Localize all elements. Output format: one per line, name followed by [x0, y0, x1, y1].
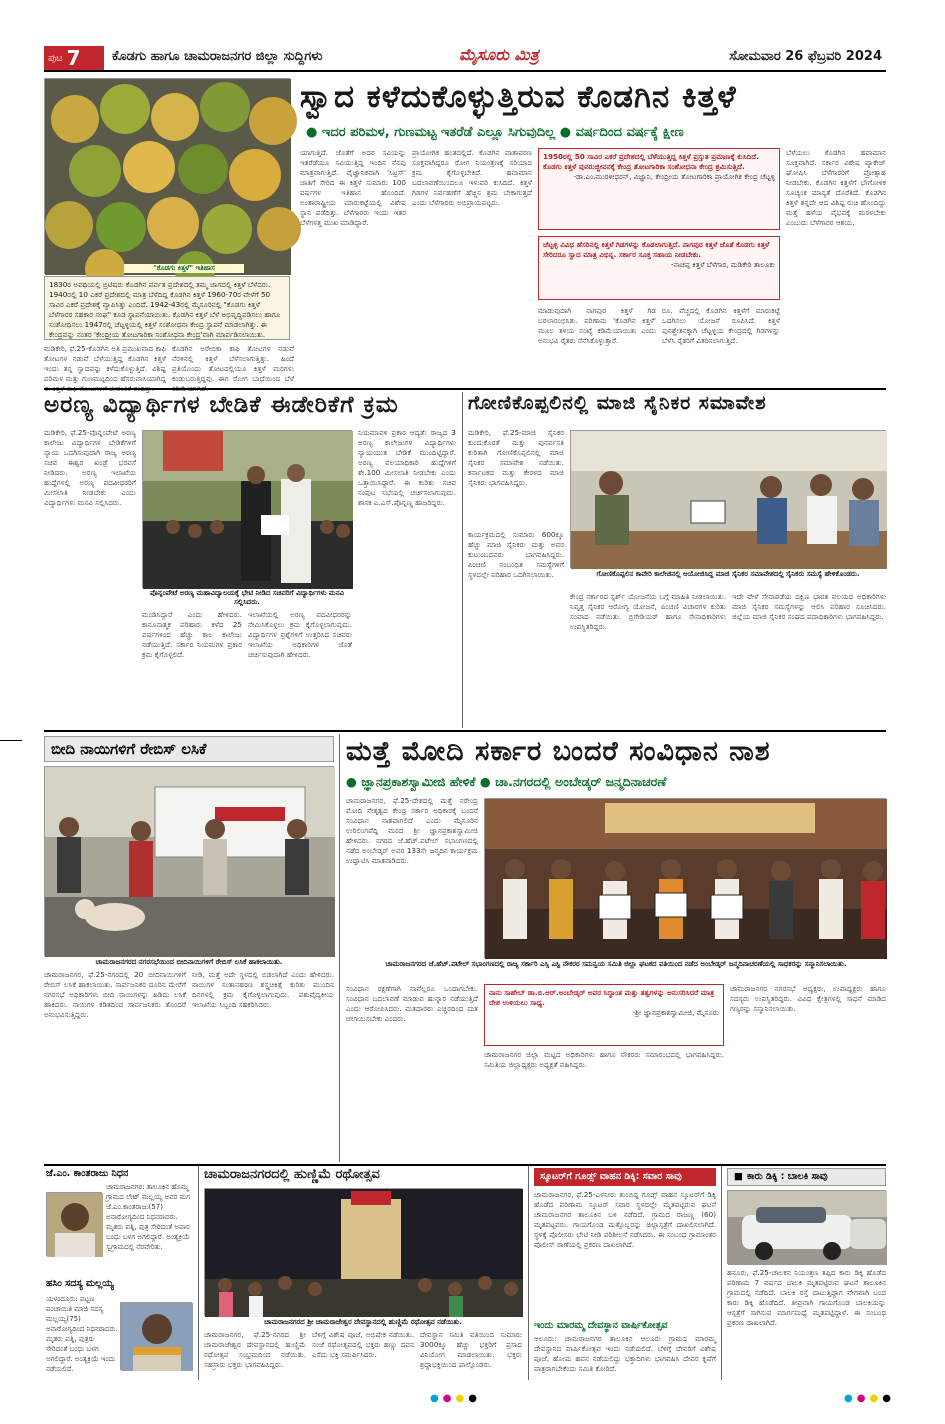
story2-headline: ಅರಣ್ಯ ವಿದ್ಯಾರ್ಥಿಗಳ ಬೇಡಿಕೆ ಈಡೇರಿಕೆಗೆ ಕ್ರಮ	[44, 392, 399, 418]
ex-servicemen-photo	[570, 430, 886, 568]
story2-col-c: ಇಲಾಖೆಯಲ್ಲಿ ಅರಣ್ಯ ಪದವೀಧರರನ್ನು ನೇಮಿಸಿಕೊಳ್ಳಲು ಕ್ರಮ ಕೈಗೊಳ್ಳಲಾಗುವುದು. ವಿದ್ಯಾರ್ಥಿಗಳ ಪ್ರಶ್ನೆಗಳಿಗೆ ಉತ್ತರಿಸಿದ ಸಚಿವರು ಇಲಾಖೆಯ ಅಧಿಕಾರಿಗಳ ಜೊತೆ ಚರ್ಚಿಸುವುದಾಗಿ ಹೇಳಿದರು.	[248, 610, 352, 659]
story1-headline: ಸ್ವಾದ ಕಳೆದುಕೊಳ್ಳುತ್ತಿರುವ ಕೊಡಗಿನ ಕಿತ್ತಳೆ	[300, 79, 737, 115]
ambedkar-event-photo	[484, 798, 886, 958]
story4-col-a: ಚಾಮರಾಜನಗರ, ಫೆ.25-ನಗರದಲ್ಲಿ 20 ಬೀದಿನಾಯಿಗಳಿಗೆ ರೇಬಿಸ್ ಲಸಿಕೆ ಹಾಕಲಾಯಿತು. ಸಾರ್ವಜನಿಕರ ದೂರಿನ ಮೇರೆಗೆ ನಗರಸಭೆ ಅಧಿಕಾರಿಗಳು ಬೀದಿ ನಾಯಿಗಳನ್ನು ಹಿಡಿದು ಲಸಿಕೆ ಹಾಕಿದರು. ನಾಯಿಗಳ ಕಡಿತದಿಂದ ಸಾರ್ವಜನಿಕರು ತೊಂದರೆ ಅನುಭವಿಸುತ್ತಿದ್ದರು.	[44, 970, 186, 1019]
story1-col-c: ಯಾಗುತ್ತಿದೆ. ಜೊತೆಗೆ ಅದರ ಸವಿಯನ್ನು ಇತರೆಡೆಯೂ ಸವಿಯುತ್ತಿದ್ದ ಇಂದಿನ ನೆನಪು ಮಾತ್ರವಾಗುತ್ತಿದೆ. ವೈಜ್ಞಾನಿಕವಾಗಿ 'ಸಿಟ್ರಸ್' ಜಾತಿಗೆ ಸೇರಿದ ಈ ಕಿತ್ತಳೆ ಸುಮಾರು 100 ವರ್ಷಗಳ ಇತಿಹಾಸ ಹೊಂದಿದೆ. ಅಂತಾರಾಷ್ಟ್ರೀಯ ಮಾರುಕಟ್ಟೆಯಲ್ಲಿ ವಿಶೇಷ ಸ್ಥಾನ ಪಡೆದಿತ್ತು. ಬೆಳೆಗಾರರು ಇಂದು ಇತರ ಬೆಳೆಗಳತ್ತ ಮುಖ ಮಾಡಿದ್ದಾರೆ.	[300, 148, 406, 227]
story3-col-a: ಮಡಿಕೇರಿ, ಫೆ.25-ಮಾಜಿ ಸೈನಿಕರ ಕುಂದುಕೊರತೆ ಮತ್ತು ಪುನರ್ವಸತಿ ಕುರಿತಾಗಿ ಗೋಣಿಕೊಪ್ಪಲಿನಲ್ಲಿ ಮಾಜಿ ಸೈನಿಕರ ಸಮಾವೇಶ ನಡೆಯಿತು. ಕರ್ನಾಟಕದ ಮತ್ತು ಕೇರಳದ ಮಾಜಿ ಸೈನಿಕರು ಭಾಗವಹಿಸಿದ್ದರು.	[468, 428, 564, 487]
swamiji-quote-source: -ಶ್ರೀ ಜ್ಞಾನಪ್ರಕಾಶಸ್ವಾಮೀಜಿ, ಮೈಸೂರು	[632, 1008, 719, 1017]
story4-headline: ಬೀದಿ ನಾಯಿಗಳಿಗೆ ರೇಬಿಸ್ ಲಸಿಕೆ	[51, 739, 207, 758]
obit2-title: ಹಸಿಂ ಸದಸ್ಯ ಮಲ್ಲಯ್ಯ	[46, 1278, 114, 1289]
story1-subhead-2: ವರ್ಷದಿಂದ ವರ್ಷಕ್ಕೆ ಕ್ಷೀಣ	[575, 125, 684, 140]
servicemen-photo-caption: ಗೋಣಿಕೊಪ್ಪಲಿನ ಕಾವೇರಿ ಕಾಲೇಜಿನಲ್ಲಿ ಆಯೋಜಿಸಿದ್ದ ಮಾಜಿ ಸೈನಿಕರ ಸಮಾವೇಶದಲ್ಲಿ ಸೈನಿಕರು ಸಮಸ್ಯೆ ಹೇಳಿಕೊಂಡರು.	[596, 570, 860, 578]
obit1-text: ಚಾಮರಾಜನಗರ: ತಾಲೂಕಿನ ಹೊಮ್ಮ ಗ್ರಾಮದ ಲೇಟ್ ಮಲ್ಲಯ್ಯ ಅವರ ಮಗ ಜೆ.ಎಂ.ಕಾಂತರಾಜು(57) ಅನಾರೋಗ್ಯದಿಂದ ನಿಧನರಾದರು. ಮೃತರು ಪತ್ನಿ, ಪುತ್ರ ಸೇರಿದಂತೆ ಅಪಾರ ಬಂಧು ಬಳಗ ಅಗಲಿದ್ದಾರೆ. ಅಂತ್ಯಕ್ರಿಯೆ ಸ್ವಗ್ರಾಮದಲ್ಲಿ ನೆರವೇರಿತು.	[106, 1183, 191, 1251]
rathotsava-photo-caption: ಚಾಮರಾಜನಗರದ ಶ್ರೀ ಚಾಮರಾಜೇಶ್ವರ ದೇವಸ್ಥಾನದಲ್ಲಿ ಹುಣ್ಣಿಮೆ ರಥೋತ್ಸವ ನಡೆಯಿತು.	[264, 1318, 462, 1326]
story6-col-c: ದೇವಸ್ಥಾನ ಸಮಿತಿ ವತಿಯಿಂದ ಸುಮಾರು 3000ಕ್ಕೂ ಹೆಚ್ಚು ಭಕ್ತರಿಗೆ ಪ್ರಸಾದ ವಿನಿಯೋಗ ಮಾಡಲಾಯಿತು. ಭಕ್ತರು ಶ್ರದ್ಧಾಭಕ್ತಿಯಿಂದ ಪಾಲ್ಗೊಂಡರು.	[420, 1330, 522, 1369]
swamiji-quote-text: ನಾನು ಸಾಹೇಬ್ ಡಾ.ಬಿ.ಆರ್.ಅಂಬೇಡ್ಕರ್ ಅವರ ಸಿದ್ಧಾಂತ ಮತ್ತು ತತ್ವಗಳನ್ನು ಅನುಸರಿಸಿದರೆ ಮಾತ್ರ ದೇಶ ಉಳಿಯಲು ಸಾಧ್ಯ.	[489, 988, 715, 1007]
story8-headline: ಇಂದು ಮಾರಮ್ಮ ದೇವಸ್ಥಾನ ವಾರ್ಷಿಕೋತ್ಸವ	[534, 1320, 668, 1331]
story1-col-g: ಬೆಳೆಯಲು ಕೊಡಗಿನ ಹವಾಮಾನ ಸೂಕ್ತವಾಗಿದೆ. ಸರ್ಕಾರ ವಿಶೇಷ ಪ್ಯಾಕೇಜ್ ಘೋಷಿಸಿ ಬೆಳೆಗಾರರಿಗೆ ಪ್ರೋತ್ಸಾಹ ನೀಡಬೇಕು. ಕೊಡಗಿನ ಕಿತ್ತಳೆಗೆ ಭೌಗೋಳಿಕ ಸೂಚ್ಯಂಕ ಮಾನ್ಯತೆ ದೊರೆತಿದೆ. ಕೊಡಗಿನ ಕಿತ್ತಳೆ ತನ್ನದೇ ಆದ ವಿಶಿಷ್ಟ ರುಚಿ ಹೊಂದಿದ್ದು ಮತ್ತೆ ಹಳೆಯ ವೈಭವಕ್ಕೆ ಮರಳಬೇಕು ಎಂಬುದು ಬೆಳೆಗಾರರ ಆಶಯ.	[786, 148, 886, 227]
story2-col-a: ಮಡಿಕೇರಿ, ಫೆ.25-ಪೊನ್ನಂಪೇಟೆ ಅರಣ್ಯ ಕಾಲೇಜು ವಿದ್ಯಾರ್ಥಿಗಳ ಬೇಡಿಕೆಗಳಿಗೆ ನ್ಯಾಯ ಒದಗಿಸುವುದಾಗಿ ರಾಜ್ಯ ಅರಣ್ಯ ಸಚಿವ ಈಶ್ವರ ಖಂಡ್ರೆ ಭರವಸೆ ನೀಡಿದರು. ಅರಣ್ಯ ಇಲಾಖೆಯ ಹುದ್ದೆಗಳಲ್ಲಿ ಅರಣ್ಯ ಪದವೀಧರರಿಗೆ ಮೀಸಲಾತಿ ನೀಡಬೇಕು ಎಂದು ವಿದ್ಯಾರ್ಥಿಗಳು ಮನವಿ ಸಲ್ಲಿಸಿದರು.	[44, 428, 136, 507]
students-group-illustration	[143, 431, 353, 589]
story7-headline: ಸ್ಕೂಟರ್‌ಗೆ ಗೂಡ್ಸ್ ವಾಹನ ಡಿಕ್ಕಿ: ಸವಾರ ಸಾವು	[540, 1171, 682, 1183]
story9-headline: ಕಾರು ಡಿಕ್ಕಿ : ಬಾಲಕಿ ಸಾವು	[746, 1171, 828, 1183]
story6-col-a: ಚಾಮರಾಜನಗರ, ಫೆ.25-ನಗರದ ಶ್ರೀ ಚಾಮರಾಜೇಶ್ವರ ದೇವಸ್ಥಾನದಲ್ಲಿ ಹುಣ್ಣಿಮೆ ರಥೋತ್ಸವ ಸಂಭ್ರಮದಿಂದ ನಡೆಯಿತು. ಸಹಸ್ರಾರು ಭಕ್ತರು ಭಾಗವಹಿಸಿದ್ದರು.	[204, 1330, 306, 1369]
orange-history-box	[44, 276, 290, 340]
divider-v4	[528, 1166, 529, 1380]
story5-col-d: ಚಾಮರಾಜನಗರ ನಗರಸಭೆ ಅಧ್ಯಕ್ಷರು, ಉಪಾಧ್ಯಕ್ಷರು ಹಾಗೂ ಸದಸ್ಯರು ಉಪಸ್ಥಿತರಿದ್ದರು. ವಿವಿಧ ಕ್ಷೇತ್ರಗಳಲ್ಲಿ ಸಾಧನೆ ಮಾಡಿದ ಗಣ್ಯರನ್ನು ಸನ್ಮಾನಿಸಲಾಯಿತು.	[730, 984, 886, 1013]
quote-box-scientist-source: -ಡಾ.ಎಂ.ಮುರಳೀಧರನ್, ವಿಜ್ಞಾನಿ, ಕೇಂದ್ರೀಯ ತೋಟಗಾರಿಕಾ ಪ್ರಾಯೋಗಿಕ ಕೇಂದ್ರ ಚೆಟ್ಟಳ್ಳಿ	[573, 172, 775, 181]
orange-photo-caption: "ಕೊಡಗು ಕಿತ್ತಳೆ" ಇತಿಹಾಸ	[124, 264, 244, 273]
registration-marks-right: ●●●●	[844, 1393, 895, 1404]
story4-headline-band	[44, 736, 334, 762]
margin-mark	[0, 740, 22, 741]
story3-col-c: ಕೇಂದ್ರ ಸರ್ಕಾರದ ಸ್ಪರ್ಶ್ ಯೋಜನೆಯ ಬಗ್ಗೆ ಮಾಹಿತಿ ನೀಡಲಾಯಿತು. ನಿವೃತ್ತ ಸೈನಿಕರ ಆರೋಗ್ಯ ಯೋಜನೆ, ಪಿಂಚಣಿ ವಿಚಾರಗಳ ಕುರಿತು ಸಂವಾದ ನಡೆಯಿತು. ಬ್ರಿಗೇಡಿಯರ್ ಹಾಗೂ ಸೇನಾಧಿಕಾರಿಗಳು ಉಪಸ್ಥಿತರಿದ್ದರು.	[570, 592, 726, 631]
quote-box-grower-text: ಚೆಟ್ಟಳ್ಳಿ ವಿವಿಧ ಹೆಸರಿನಲ್ಲಿ ಕಿತ್ತಳೆ ಗಿಡಗಳನ್ನು ಕೊಡಲಾಗುತ್ತಿದೆ. ನಾಗಪುರ ಕಿತ್ತಳೆ ಜೊತೆ ಕೊಡಗು ಕಿತ್ತಳೆ ಸೇರಿದರೂ ಸ್ವಾದ ಮಾತ್ರ ವಿಭಿನ್ನ. ಸರ್ಕಾರ ಸೂಕ್ತ ಸಹಾಯ ನೀಡಬೇಕು.	[543, 240, 770, 259]
section-title: ಕೊಡಗು ಹಾಗೂ ಚಾಮರಾಜನಗರ ಜಿಲ್ಲಾ ಸುದ್ದಿಗಳು	[112, 49, 323, 64]
story9-text: ಹನೂರು, ಫೆ.25-ಚಾಲಕನ ನಿಯಂತ್ರಣ ತಪ್ಪಿದ ಕಾರು ಡಿಕ್ಕಿ ಹೊಡೆದ ಪರಿಣಾಮ 7 ವರ್ಷದ ಬಾಲಕಿ ಮೃತಪಟ್ಟಿರುವ ಘಟನೆ ತಾಲೂಕಿನ ಗ್ರಾಮದಲ್ಲಿ ನಡೆದಿದೆ. ಬಾಲಕಿ ರಸ್ತೆ ದಾಟುತ್ತಿದ್ದಾಗ ವೇಗವಾಗಿ ಬಂದ ಕಾರು ಡಿಕ್ಕಿ ಹೊಡೆದಿದೆ. ತೀವ್ರವಾಗಿ ಗಾಯಗೊಂಡ ಬಾಲಕಿಯನ್ನು ಆಸ್ಪತ್ರೆಗೆ ಸಾಗಿಸುವ ಮಾರ್ಗಮಧ್ಯೆ ಮೃತಪಟ್ಟಿದ್ದಾಳೆ. ಈ ಸಂಬಂಧ ಪ್ರಕರಣ ದಾಖಲಾಗಿದೆ.	[727, 1268, 886, 1327]
story3-col-d: ಇದೇ ವೇಳೆ ಸೇನಾಪಡೆಯ ದಕ್ಷಿಣ ಭಾರತ ವಲಯದ ಅಧಿಕಾರಿಗಳು ಮಾಜಿ ಸೈನಿಕರ ಸಮಸ್ಯೆಗಳನ್ನು ಆಲಿಸಿ ಪರಿಹಾರ ಸೂಚಿಸಿದರು. ಜಿಲ್ಲೆಯ ಮಾಜಿ ಸೈನಿಕರ ಸಂಘದ ಪದಾಧಿಕಾರಿಗಳು ಭಾಗವಹಿಸಿದ್ದರು.	[732, 592, 886, 621]
story7-headline-band	[534, 1168, 716, 1186]
story1-subheads: ● ಇದರ ಪರಿಮಳ, ಗುಣಮಟ್ಟ ಇತರೆಡೆ ಎಲ್ಲೂ ಸಿಗುವುದಿಲ್ಲ ● ವರ್ಷದಿಂದ ವರ್ಷಕ್ಕೆ ಕ್ಷೀಣ	[306, 125, 684, 140]
obit2-photo	[120, 1302, 192, 1370]
divider-3	[44, 1164, 886, 1166]
newspaper-page	[44, 44, 886, 1380]
story3-col-b: ಕಾರ್ಯಕ್ರಮದಲ್ಲಿ ಸುಮಾರು 600ಕ್ಕೂ ಹೆಚ್ಚು ಮಾಜಿ ಸೈನಿಕರು ಮತ್ತು ಅವರ ಕುಟುಂಬದವರು ಭಾಗವಹಿಸಿದ್ದರು. ಪಿಂಚಣಿ ಸಂಬಂಧಿತ ಸಮಸ್ಯೆಗಳಿಗೆ ಸ್ಥಳದಲ್ಲೇ ಪರಿಹಾರ ಒದಗಿಸಲಾಯಿತು.	[468, 530, 564, 579]
quote-box-scientist-text: 1950ರಲ್ಲಿ 50 ಸಾವಿರ ಎಕರೆ ಪ್ರದೇಶದಲ್ಲಿ ಬೆಳೆಯುತ್ತಿದ್ದ ಕಿತ್ತಳೆ ಪ್ರಸ್ತುತ ಪ್ರಮಾಣಕ್ಕೆ ಕುಸಿದಿದೆ. ಕೊಡಗು ಕಿತ್ತಳೆ ಪುನರುಜ್ಜೀವನಕ್ಕೆ ಕೇಂದ್ರ ತೋಟಗಾರಿಕಾ ಸಂಶೋಧನಾ ಕೇಂದ್ರ ಶ್ರಮಿಸುತ್ತಿದೆ.	[543, 152, 759, 171]
story6-headline: ಚಾಮರಾಜನಗರದಲ್ಲಿ ಹುಣ್ಣಿಮೆ ರಥೋತ್ಸವ	[204, 1167, 380, 1182]
story5-subhead-1: ಜ್ಞಾನಪ್ರಕಾಶಸ್ವಾಮೀಜಿ ಹೇಳಿಕೆ	[361, 774, 476, 789]
ambedkar-photo-caption: ಚಾಮರಾಜನಗರದ ಜೆ.ಹೆಚ್.ಪಟೇಲ್ ಸಭಾಂಗಣದಲ್ಲಿ ರಾಜ್ಯ ಸರ್ಕಾರಿ ಎಸ್ಸಿ ಎಸ್ಟಿ ನೌಕರರ ಸಮನ್ವಯ ಸಮಿತಿ ಜಿಲ್ಲಾ ಘಟಕದ ವತಿಯಿಂದ ನಡೆದ ಅಂಬೇಡ್ಕರ್ ಜನ್ಮದಿನಾಚರಣೆಯಲ್ಲಿ ಸಾಧಕರನ್ನು ಸನ್ಮಾನಿಸಲಾಯಿತು.	[385, 960, 847, 968]
car-icon: ■	[734, 1171, 743, 1183]
story3-headline: ಗೋಣಿಕೊಪ್ಪಲಿನಲ್ಲಿ ಮಾಜಿ ಸೈನಿಕರ ಸಮಾವೇಶ	[468, 392, 767, 414]
page-label: ಪುಟ	[48, 52, 63, 64]
divider-2	[44, 730, 886, 732]
registration-marks-left: ●●●●	[430, 1393, 481, 1404]
story7-text: ಚಾಮರಾಜನಗರ, ಫೆ.25-ಎಳನೀರು ತುಂಬಿದ್ದ ಗೂಡ್ಸ್ ವಾಹನ ಸ್ಕೂಟರ್‌ಗೆ ಡಿಕ್ಕಿ ಹೊಡೆದ ಪರಿಣಾಮ ಸ್ಕೂಟರ್ ಸವಾರ ಸ್ಥಳದಲ್ಲೇ ಮೃತಪಟ್ಟಿರುವ ಘಟನೆ ಚಾಮರಾಜನಗರ ತಾಲೂಕಿನ ಬಳಿ ನಡೆದಿದೆ. ಗ್ರಾಮದ ರಾಜಣ್ಣ (60) ಮೃತಪಟ್ಟವರು. ಗಾಯಗೊಂಡ ಮತ್ತೊಬ್ಬರನ್ನು ಜಿಲ್ಲಾಸ್ಪತ್ರೆಗೆ ದಾಖಲಿಸಲಾಗಿದೆ. ಸ್ಥಳಕ್ಕೆ ಪೊಲೀಸರು ಭೇಟಿ ನೀಡಿ ಪರಿಶೀಲನೆ ನಡೆಸಿದರು. ಈ ಸಂಬಂಧ ಗ್ರಾಮಾಂತರ ಪೊಲೀಸ್ ಠಾಣೆಯಲ್ಲಿ ಪ್ರಕರಣ ದಾಖಲಾಗಿದೆ.	[534, 1190, 716, 1249]
forest-photo-caption: ಪೊನ್ನಂಪೇಟೆ ಅರಣ್ಯ ಮಹಾವಿದ್ಯಾಲಯಕ್ಕೆ ಭೇಟಿ ನೀಡಿದ ಸಚಿವರಿಗೆ ವಿದ್ಯಾರ್ಥಿಗಳು ಮನವಿ ಸಲ್ಲಿಸಿದರು.	[150, 589, 344, 606]
divider-v2	[339, 734, 340, 1162]
car-illustration	[728, 1191, 887, 1265]
story1-col-a: ಮಡಿಕೇರಿ, ಫೆ.25-ಕೊಡಗಿನ ಅತಿ ಪ್ರಮುಖವಾದ ಕಾಫಿ ತೋಟಗಳ ನಡುವೆ ಬೆಳೆಯುತ್ತಿದ್ದ ಕೊಡಗಿನ ಕಿತ್ತಳೆ ಇಂದು ತನ್ನ ಸ್ವಾದವನ್ನು ಕಳೆದುಕೊಳ್ಳುತ್ತಿದೆ. ವಿಶಿಷ್ಟ ಪರಿಮಳ ಮತ್ತು ಗುಣಮಟ್ಟದಿಂದ ಹೆಸರುವಾಸಿಯಾಗಿದ್ದ	[44, 344, 166, 383]
story5-subheads: ● ಜ್ಞಾನಪ್ರಕಾಶಸ್ವಾಮೀಜಿ ಹೇಳಿಕೆ ● ಚಾ.ನಗರದಲ್ಲಿ ಅಂಬೇಡ್ಕರ್ ಜನ್ಮದಿನಾಚರಣೆ	[346, 774, 667, 789]
story5-subhead-2: ಚಾ.ನಗರದಲ್ಲಿ ಅಂಬೇಡ್ಕರ್ ಜನ್ಮದಿನಾಚರಣೆ	[495, 774, 667, 789]
quote-box-scientist	[538, 148, 780, 230]
story5-col-b: ಸಂವಿಧಾನ ರಕ್ಷಣೆಗಾಗಿ ನಾವೆಲ್ಲರೂ ಒಂದಾಗಬೇಕು. ಸಂವಿಧಾನ ಬದಲಾವಣೆ ಮಾಡುವ ಹುನ್ನಾರ ನಡೆಯುತ್ತಿದೆ ಎಂದು ಆರೋಪಿಸಿದರು. ಮತದಾರರು ಎಚ್ಚರದಿಂದ ಮತ ಚಲಾಯಿಸಬೇಕು ಎಂದರು.	[346, 984, 478, 1023]
car-accident-photo	[727, 1190, 886, 1264]
oranges-illustration	[45, 79, 291, 275]
divider-1	[44, 388, 886, 390]
divider-v1	[462, 392, 463, 728]
masthead	[44, 44, 886, 72]
swamiji-quote-box	[484, 984, 724, 1046]
chariot-festival-illustration	[205, 1189, 523, 1317]
story1-subhead-1: ಇದರ ಪರಿಮಳ, ಗುಣಮಟ್ಟ ಇತರೆಡೆ ಎಲ್ಲೂ ಸಿಗುವುದಿಲ್ಲ	[321, 125, 556, 140]
story2-col-d: ನಿಯಮಾವಳಿ ಪ್ರಕಾರ ಆದ್ಯತೆ: ರಾಜ್ಯದ 3 ಅರಣ್ಯ ಕಾಲೇಜುಗಳ ವಿದ್ಯಾರ್ಥಿಗಳು ನ್ಯಾಯಯುತ ಬೇಡಿಕೆ ಮುಂದಿಟ್ಟಿದ್ದಾರೆ. ಅರಣ್ಯ ವಲಯಾಧಿಕಾರಿ ಹುದ್ದೆಗಳಿಗೆ ಶೇ.100 ಮೀಸಲಾತಿ ನೀಡಬೇಕು ಎಂದು ಒತ್ತಾಯಿಸಿದ್ದಾರೆ. ಈ ಕುರಿತು ಸಚಿವ ಸಂಪುಟ ಸಭೆಯಲ್ಲಿ ಚರ್ಚಿಸಲಾಗುವುದು. ಶಾಸಕ ಎ.ಎಸ್.ಪೊನ್ನಣ್ಣ ಹಾಜರಿದ್ದರು.	[358, 428, 456, 507]
story1-col-b: ಕೊಡಗಿನ ಅರೇಬಿಕಾ ಕಾಫಿ ತೋಟಗಳ ನಡುವೆ ನೆರಳಿನಲ್ಲಿ ಕಿತ್ತಳೆ ಬೆಳೆಸಲಾಗುತ್ತಿತ್ತು. ಹಿಂದೆ ಪ್ರತಿಯೊಂದು ತೋಟದಲ್ಲಿಯೂ ಕಿತ್ತಳೆ ಮರಗಳು ಕಂಡುಬರುತ್ತಿದ್ದವು. ಈಗ ರೋಗ ಬಾಧೆಯಿಂದ ಬೆಳೆ	[172, 344, 294, 383]
rabies-photo	[44, 766, 334, 956]
story6-col-b: ಬೆಳಿಗ್ಗೆ ವಿಶೇಷ ಪೂಜೆ, ಅಭಿಷೇಕ ನಡೆಯಿತು. ಸಂಜೆ ರಥೋತ್ಸವದಲ್ಲಿ ಭಕ್ತರು ಹಣ್ಣು ದವನ ಎಸೆದು ಭಕ್ತಿ ಸಮರ್ಪಿಸಿದರು.	[312, 1330, 414, 1359]
story1-col-e: ಮಾಡುವುದಾಗಿ ನಾಗಪುರ ಕಿತ್ತಳೆ ಗಿಡ ಬರಲಾರಂಭಿಸಿತು. ಪರಿಣಾಮ 'ಕೊಡಗಿನ ಕಿತ್ತಳೆ' ಮೂಲ ತಳಿಯ ಸಂಖ್ಯೆ ಕಡಿಮೆಯಾಯಿತು ಎಂದು ಅನುಭವಿ ರೈತರು ನೆನೆಸಿಕೊಳ್ಳುತ್ತಾರೆ.	[538, 306, 656, 345]
rathotsava-photo	[204, 1188, 522, 1316]
page-number: 7	[66, 46, 81, 70]
rabies-photo-caption: ಚಾಮರಾಜನಗರದ ನಗರಸಭೆಯಿಂದ ಬೀದಿನಾಯಿಗಳಿಗೆ ರೇಬಿಸ್ ಲಸಿಕೆ ಹಾಕಲಾಯಿತು.	[95, 958, 283, 966]
story5-col-a: ಚಾಮರಾಜನಗರ, ಫೆ.25-ದೇಶದಲ್ಲಿ ಮತ್ತೆ ನರೇಂದ್ರ ಮೋದಿ ನೇತೃತ್ವದ ಕೇಂದ್ರ ಸರ್ಕಾರ ಅಧಿಕಾರಕ್ಕೆ ಬಂದರೆ ಸಂವಿಧಾನ ನಾಶವಾಗಲಿದೆ ಎಂದು ಮೈಸೂರಿನ ಉರಿಲಿಂಗಪೆದ್ದಿ ಮಠದ ಶ್ರೀ ಜ್ಞಾನಪ್ರಕಾಶಸ್ವಾಮೀಜಿ ಹೇಳಿದರು. ನಗರದ ಜೆ.ಹೆಚ್.ಪಟೇಲ್ ಸಭಾಂಗಣದಲ್ಲಿ ನಡೆದ ಅಂಬೇಡ್ಕರ್ ಅವರ 133ನೇ ಜನ್ಮದಿನ ಕಾರ್ಯಕ್ರಮ ಉದ್ಘಾಟಿಸಿ ಮಾತನಾಡಿದರು.	[346, 796, 478, 865]
story5-col-c: ಚಾಮರಾಜನಗರ ಜಿಲ್ಲಾ ಮಟ್ಟದ ಅಧಿಕಾರಿಗಳು ಹಾಗೂ ನೌಕರರು ಸಮಾರಂಭದಲ್ಲಿ ಭಾಗವಹಿಸಿದ್ದರು. ಸಮಿತಿಯ ಜಿಲ್ಲಾಧ್ಯಕ್ಷರು ಅಧ್ಯಕ್ಷತೆ ವಹಿಸಿದ್ದರು.	[484, 1050, 724, 1069]
dog-vaccination-illustration	[45, 767, 335, 957]
quote-box-grower-source: -ನಾಚಪ್ಪ ಕಿತ್ತಳೆ ಬೆಳೆಗಾರ, ಮಡಿಕೇರಿ ತಾಲೂಕು	[670, 260, 775, 269]
forest-students-photo	[142, 430, 352, 588]
orange-photo	[44, 78, 290, 274]
story4-col-b: ನೀಡಿ, ಮತ್ತೆ ಅದೇ ಸ್ಥಳದಲ್ಲಿ ಬಿಡಲಾಗಿದೆ ಎಂದು ಹೇಳಿದರು. ನಾಯಿಗಳ ಸಂತಾನಹರಣ ಶಸ್ತ್ರಚಿಕಿತ್ಸೆ ಕುರಿತು ಮುಂದಿನ ದಿನಗಳಲ್ಲಿ ಕ್ರಮ ಕೈಗೊಳ್ಳಲಾಗುವುದು. ಪಶುವೈದ್ಯಕೀಯ ಇಲಾಖೆಯ ಸಿಬ್ಬಂದಿ ಸಹಕರಿಸಿದರು.	[192, 970, 334, 1009]
orange-history-text: 1830ರ ಅವಧಿಯಲ್ಲಿ ಬ್ರಿಟಿಷರು ಕೊಡಗಿನ ಪರ್ವತ ಪ್ರದೇಶದಲ್ಲಿ ತಮ್ಮ ಜಾಗದಲ್ಲಿ ಕಿತ್ತಳೆ ಬೆಳೆದರು. 1940ರಲ್ಲಿ 10 ಎಕರೆ ಪ್ರದೇಶದಲ್ಲಿ ಮಾತ್ರ ಬೆಳೆದಿದ್ದ ಕೊಡಗಿನ ಕಿತ್ತಳೆ 1960-70ರ ವೇಳೆಗೆ 50 ಸಾವಿರ ಎಕರೆ ಪ್ರದೇಶಕ್ಕೆ ವ್ಯಾಪಿಸಿತ್ತು ಎಂದಿದೆ. 1942-43ರಲ್ಲಿ ಮೈಸೂರಿನಲ್ಲಿ "ಕೊಡಗು ಕಿತ್ತಳೆ ಬೆಳೆಗಾರರ ಸಹಕಾರ ಸಂಘ" ಕೂಡ ಸ್ಥಾಪನೆಯಾಯಿತು. ಕೊಡಗಿನ ಕಿತ್ತಳೆ ಬೆಳೆ ಅಭಿವೃದ್ಧಿಪಡಿಸಲು ಹಾಗೂ ಸಂಶೋಧಿಸಲು 1947ರಲ್ಲಿ ಚೆಟ್ಟಳ್ಳಿಯಲ್ಲಿ ಕಿತ್ತಳೆ ಸಂಶೋಧನಾ ಕೇಂದ್ರ ಸ್ಥಾಪನೆ ಮಾಡಲಾಗಿತ್ತು. ಈ ಕೇಂದ್ರವನ್ನು ನಂತರ 'ಕೇಂದ್ರೀಯ ತೋಟಗಾರಿಕಾ ಸಂಶೋಧನಾ ಕೇಂದ್ರ'ವಾಗಿ ಮಾರ್ಪಡಿಸಲಾಯಿತು.	[49, 280, 281, 339]
story2-col-b: ಮಂಡಿಸಿದ್ದಾರೆ ಎಂದು ಹೇಳಿದರು. ಕಾನೂನಾತ್ಮಕ ಪರಿಹಾರ: ಕಳೆದ 25 ವರ್ಷಗಳಿಂದ ಹೆಚ್ಚು ಕಾಲ ಕಾಲೇಜು ನಡೆಯುತ್ತಿದೆ. ಸರ್ಕಾರ ನಿಯಮಗಳ ಪ್ರಕಾರ ಕ್ರಮ ಕೈಗೊಳ್ಳಲಿದೆ.	[142, 610, 242, 659]
page-number-box	[44, 46, 104, 70]
felicitation-stage-illustration	[485, 799, 887, 959]
quote-box-grower	[538, 236, 780, 300]
divider-v5	[721, 1166, 722, 1380]
divider-v3	[198, 1166, 199, 1380]
issue-date: ಸೋಮವಾರ 26 ಫೆಬ್ರವರಿ 2024	[729, 49, 882, 64]
obit2-portrait-icon	[121, 1303, 193, 1371]
story9-headline-band	[727, 1168, 886, 1186]
newspaper-logo: ಮೈಸೂರು ಮಿತ್ರ	[459, 45, 539, 64]
servicemen-meeting-illustration	[571, 431, 887, 569]
story1-col-d: ಪ್ರಾಯೋಗಿಕ ಹಂತದಲ್ಲಿದೆ. ಕೊಡಗಿನ ವಾತಾವರಣ ಸೂಕ್ತವಾಗಿದ್ದರೂ ರೋಗ ನಿಯಂತ್ರಣಕ್ಕೆ ಸರಿಯಾದ ಕ್ರಮ ಕೈಗೊಳ್ಳಬೇಕಿದೆ. ಹವಾಮಾನ ಬದಲಾವಣೆಯಿಂದಲೂ ಇಳುವರಿ ಕುಸಿದಿದೆ. ಕಿತ್ತಳೆ ಗಿಡಗಳ ನಿರ್ವಹಣೆಗೆ ಹೆಚ್ಚಿನ ಶ್ರಮ ಬೇಕಾಗುತ್ತದೆ ಎಂದು ಬೆಳೆಗಾರರು ಅಭಿಪ್ರಾಯಪಟ್ಟರು.	[412, 148, 532, 207]
obit1-title: ಜೆ.ಎಂ. ಕಾಂತರಾಜು ನಿಧನ	[46, 1168, 129, 1179]
obit2-text: ಯಳಂದೂರು: ಪಟ್ಟಣ ಪಂಚಾಯಿತಿ ಮಾಜಿ ಸದಸ್ಯ ಮಲ್ಲಯ್ಯ(75) ಅನಾರೋಗ್ಯದಿಂದ ನಿಧನರಾದರು. ಮೃತರು ಪತ್ನಿ, ಪುತ್ರರು ಸೇರಿದಂತೆ ಬಂಧು ಬಳಗ ಅಗಲಿದ್ದಾರೆ. ಅಂತ್ಯಕ್ರಿಯೆ ಇಂದು ನಡೆಯಲಿದೆ.	[46, 1295, 118, 1373]
story8-text: ಆಲೂರು: ಚಾಮರಾಜನಗರ ತಾಲೂಕಿನ ಆಲೂರು ಗ್ರಾಮದ ಮಾರಮ್ಮ ದೇವಸ್ಥಾನದ ವಾರ್ಷಿಕೋತ್ಸವ ಇಂದು ನಡೆಯಲಿದೆ. ಬೆಳಿಗ್ಗೆ ದೇವರಿಗೆ ವಿಶೇಷ ಪೂಜೆ, ಹೋಮ ಹವನ ನಡೆಯಲಿದ್ದು ಭಕ್ತಾದಿಗಳು ಭಾಗವಹಿಸಿ ದೇವರ ಕೃಪೆಗೆ ಪಾತ್ರರಾಗಬೇಕೆಂದು ಸಮಿತಿ ಕೋರಿದೆ.	[534, 1334, 716, 1373]
story5-headline: ಮತ್ತೆ ಮೋದಿ ಸರ್ಕಾರ ಬಂದರೆ ಸಂವಿಧಾನ ನಾಶ	[346, 736, 771, 767]
story1-col-f: ರೂ. ವೆಚ್ಚದಲ್ಲಿ ಕೊಡಗಿನ ಕಿತ್ತಳೆಗೆ ಮಾರುಕಟ್ಟೆ ಒದಗಿಸಲು ಯೋಜನೆ ರೂಪಿಸಿದೆ. ಕಿತ್ತಳೆ ಪುನಶ್ಚೇತನಕ್ಕಾಗಿ ಚೆಟ್ಟಳ್ಳಿಯ ಕೇಂದ್ರದಲ್ಲಿ ಗಿಡಗಳನ್ನು ಬೆಳೆಸಿ ರೈತರಿಗೆ ವಿತರಿಸಲಾಗುತ್ತಿದೆ.	[662, 306, 780, 345]
